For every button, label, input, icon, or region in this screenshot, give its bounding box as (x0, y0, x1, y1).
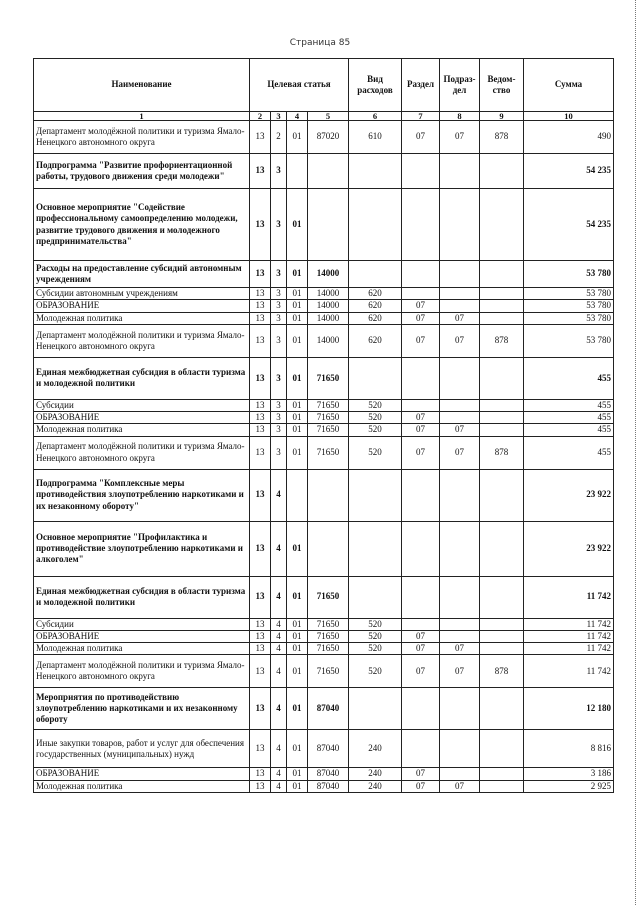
target-event-cell: 01 (287, 424, 308, 436)
subsection-cell (440, 399, 480, 411)
amount-cell: 455 (524, 399, 614, 411)
target-subprogram-cell: 4 (271, 630, 287, 642)
table-row (34, 730, 614, 768)
ministry-cell (480, 730, 524, 768)
target-subprogram-cell: 3 (271, 261, 287, 288)
row-name-cell: ОБРАЗОВАНИЕ (34, 300, 250, 312)
header-ministry: Ведом- ство (480, 59, 524, 112)
expense-type-cell: 620 (349, 312, 402, 324)
expense-type-cell (349, 576, 402, 618)
ministry-cell (480, 469, 524, 521)
target-direction-cell: 87020 (308, 121, 349, 154)
row-name-cell: Субсидии автономным учреждениям (34, 288, 250, 300)
table-row (34, 324, 614, 357)
target-direction-cell (308, 521, 349, 576)
subsection-cell (440, 412, 480, 424)
amount-cell: 455 (524, 424, 614, 436)
section-cell (402, 399, 440, 411)
target-subprogram-cell: 4 (271, 643, 287, 655)
target-direction-cell: 71650 (308, 643, 349, 655)
target-direction-cell: 71650 (308, 399, 349, 411)
expense-type-cell: 620 (349, 288, 402, 300)
section-cell (402, 154, 440, 189)
target-program-cell: 13 (250, 655, 271, 688)
row-name-cell: Департамент молодёжной политики и туризма Ямало-Ненецкого автономного округа (34, 121, 250, 154)
target-direction-cell: 14000 (308, 324, 349, 357)
table-row (34, 412, 614, 424)
subsection-cell (440, 261, 480, 288)
target-program-cell: 13 (250, 189, 271, 261)
ministry-cell: 878 (480, 121, 524, 154)
column-number: 9 (480, 112, 524, 121)
target-direction-cell: 71650 (308, 424, 349, 436)
table-row (34, 261, 614, 288)
amount-cell: 53 780 (524, 312, 614, 324)
target-program-cell: 13 (250, 300, 271, 312)
header-amount: Сумма (524, 59, 614, 112)
row-name-cell: Молодежная политика (34, 424, 250, 436)
target-direction-cell: 71650 (308, 618, 349, 630)
target-event-cell (287, 469, 308, 521)
amount-cell: 455 (524, 357, 614, 399)
subsection-cell (440, 768, 480, 780)
target-event-cell: 01 (287, 688, 308, 730)
target-event-cell: 01 (287, 312, 308, 324)
subsection-cell (440, 630, 480, 642)
target-direction-cell: 71650 (308, 576, 349, 618)
row-name-cell: Подпрограмма "Комплексные меры противодействия злоупотреблению наркотиками и их незаконному обороту" (34, 469, 250, 521)
subsection-cell (440, 469, 480, 521)
ministry-cell (480, 312, 524, 324)
target-subprogram-cell: 3 (271, 424, 287, 436)
column-number-row (34, 112, 614, 121)
target-direction-cell: 87040 (308, 688, 349, 730)
amount-cell: 53 780 (524, 261, 614, 288)
table-row (34, 288, 614, 300)
target-subprogram-cell: 3 (271, 399, 287, 411)
subsection-cell (440, 521, 480, 576)
expense-type-cell: 520 (349, 630, 402, 642)
target-program-cell: 13 (250, 324, 271, 357)
target-direction-cell: 14000 (308, 261, 349, 288)
target-subprogram-cell: 3 (271, 300, 287, 312)
amount-cell: 11 742 (524, 576, 614, 618)
target-subprogram-cell: 4 (271, 576, 287, 618)
target-event-cell: 01 (287, 618, 308, 630)
section-cell (402, 688, 440, 730)
target-event-cell: 01 (287, 436, 308, 469)
header-expense-type: Вид расходов (349, 59, 402, 112)
subsection-cell: 07 (440, 324, 480, 357)
target-direction-cell: 14000 (308, 312, 349, 324)
table-row (34, 300, 614, 312)
row-name-cell: Департамент молодёжной политики и туризма Ямало-Ненецкого автономного округа (34, 655, 250, 688)
subsection-cell (440, 288, 480, 300)
target-program-cell: 13 (250, 576, 271, 618)
expense-type-cell (349, 688, 402, 730)
ministry-cell (480, 424, 524, 436)
column-number: 8 (440, 112, 480, 121)
target-program-cell: 13 (250, 288, 271, 300)
subsection-cell: 07 (440, 424, 480, 436)
target-direction-cell: 87040 (308, 780, 349, 792)
target-subprogram-cell: 4 (271, 768, 287, 780)
amount-cell: 11 742 (524, 618, 614, 630)
section-cell: 07 (402, 643, 440, 655)
table-row (34, 399, 614, 411)
header-name: Наименование (34, 59, 250, 112)
target-direction-cell: 71650 (308, 630, 349, 642)
target-event-cell: 01 (287, 399, 308, 411)
table-body (34, 121, 614, 793)
amount-cell: 23 922 (524, 469, 614, 521)
section-cell: 07 (402, 312, 440, 324)
section-cell: 07 (402, 424, 440, 436)
row-name-cell: Основное мероприятие "Профилактика и противодействие злоупотреблению наркотиками и алкоголем" (34, 521, 250, 576)
section-cell (402, 521, 440, 576)
section-cell: 07 (402, 324, 440, 357)
ministry-cell (480, 768, 524, 780)
subsection-cell (440, 618, 480, 630)
table-row (34, 154, 614, 189)
target-direction-cell: 71650 (308, 412, 349, 424)
expense-type-cell (349, 189, 402, 261)
ministry-cell (480, 357, 524, 399)
column-number: 10 (524, 112, 614, 121)
target-subprogram-cell: 3 (271, 324, 287, 357)
target-program-cell: 13 (250, 357, 271, 399)
table-row (34, 643, 614, 655)
section-cell: 07 (402, 121, 440, 154)
ministry-cell (480, 300, 524, 312)
target-event-cell: 01 (287, 261, 308, 288)
target-event-cell: 01 (287, 324, 308, 357)
header-subsection: Подраз- дел (440, 59, 480, 112)
row-name-cell: ОБРАЗОВАНИЕ (34, 768, 250, 780)
target-event-cell: 01 (287, 780, 308, 792)
target-subprogram-cell: 4 (271, 618, 287, 630)
target-direction-cell (308, 189, 349, 261)
column-number: 7 (402, 112, 440, 121)
expense-type-cell: 520 (349, 399, 402, 411)
target-event-cell: 01 (287, 521, 308, 576)
target-event-cell: 01 (287, 576, 308, 618)
target-program-cell: 13 (250, 436, 271, 469)
target-subprogram-cell: 3 (271, 154, 287, 189)
target-program-cell: 13 (250, 780, 271, 792)
expense-type-cell: 520 (349, 618, 402, 630)
section-cell: 07 (402, 412, 440, 424)
ministry-cell (480, 412, 524, 424)
page-number: Страница 85 (289, 38, 351, 48)
header-target-article: Целевая статья (250, 59, 349, 112)
target-subprogram-cell: 4 (271, 469, 287, 521)
target-program-cell: 13 (250, 630, 271, 642)
target-program-cell: 13 (250, 521, 271, 576)
target-direction-cell: 71650 (308, 357, 349, 399)
target-direction-cell (308, 154, 349, 189)
header-section: Раздел (402, 59, 440, 112)
target-program-cell: 13 (250, 643, 271, 655)
section-cell (402, 357, 440, 399)
expense-type-cell (349, 521, 402, 576)
subsection-cell (440, 154, 480, 189)
target-program-cell: 13 (250, 312, 271, 324)
subsection-cell (440, 730, 480, 768)
subsection-cell (440, 576, 480, 618)
target-program-cell: 13 (250, 121, 271, 154)
amount-cell: 2 925 (524, 780, 614, 792)
section-cell: 07 (402, 655, 440, 688)
table-row (34, 576, 614, 618)
row-name-cell: Молодежная политика (34, 643, 250, 655)
target-program-cell: 13 (250, 469, 271, 521)
amount-cell: 11 742 (524, 655, 614, 688)
section-cell: 07 (402, 300, 440, 312)
ministry-cell (480, 521, 524, 576)
expense-type-cell (349, 357, 402, 399)
target-direction-cell: 71650 (308, 655, 349, 688)
target-subprogram-cell: 4 (271, 730, 287, 768)
section-cell (402, 730, 440, 768)
expense-type-cell: 240 (349, 768, 402, 780)
table-row (34, 521, 614, 576)
target-subprogram-cell: 4 (271, 655, 287, 688)
expense-type-cell (349, 154, 402, 189)
table-row (34, 768, 614, 780)
target-direction-cell (308, 469, 349, 521)
table-row (34, 436, 614, 469)
section-cell (402, 618, 440, 630)
table-row (34, 424, 614, 436)
target-event-cell: 01 (287, 630, 308, 642)
table-row (34, 618, 614, 630)
amount-cell: 54 235 (524, 154, 614, 189)
target-direction-cell: 14000 (308, 288, 349, 300)
section-cell: 07 (402, 436, 440, 469)
target-subprogram-cell: 3 (271, 357, 287, 399)
target-program-cell: 13 (250, 399, 271, 411)
table-row (34, 780, 614, 792)
ministry-cell (480, 261, 524, 288)
section-cell: 07 (402, 768, 440, 780)
target-event-cell: 01 (287, 655, 308, 688)
target-event-cell: 01 (287, 288, 308, 300)
ministry-cell (480, 576, 524, 618)
target-program-cell: 13 (250, 618, 271, 630)
section-cell: 07 (402, 780, 440, 792)
column-number: 6 (349, 112, 402, 121)
target-event-cell: 01 (287, 121, 308, 154)
row-name-cell: ОБРАЗОВАНИЕ (34, 630, 250, 642)
header-row (34, 59, 614, 112)
ministry-cell: 878 (480, 655, 524, 688)
expense-type-cell: 520 (349, 424, 402, 436)
section-cell (402, 261, 440, 288)
section-cell (402, 189, 440, 261)
target-event-cell: 01 (287, 189, 308, 261)
subsection-cell: 07 (440, 436, 480, 469)
section-cell: 07 (402, 630, 440, 642)
row-name-cell: Молодежная политика (34, 312, 250, 324)
target-program-cell: 13 (250, 424, 271, 436)
subsection-cell (440, 357, 480, 399)
row-name-cell: Департамент молодёжной политики и туризма Ямало-Ненецкого автономного округа (34, 324, 250, 357)
target-subprogram-cell: 3 (271, 312, 287, 324)
expense-type-cell: 520 (349, 412, 402, 424)
subsection-cell (440, 189, 480, 261)
target-subprogram-cell: 3 (271, 412, 287, 424)
amount-cell: 53 780 (524, 288, 614, 300)
row-name-cell: Основное мероприятие "Содействие профессиональному самоопределению молодежи, развитие трудового движения и молодежного предпринимательства" (34, 189, 250, 261)
expense-type-cell: 240 (349, 730, 402, 768)
target-event-cell: 01 (287, 768, 308, 780)
row-name-cell: Молодежная политика (34, 780, 250, 792)
ministry-cell (480, 643, 524, 655)
amount-cell: 8 816 (524, 730, 614, 768)
expense-type-cell: 520 (349, 643, 402, 655)
amount-cell: 23 922 (524, 521, 614, 576)
section-cell (402, 469, 440, 521)
target-program-cell: 13 (250, 261, 271, 288)
target-subprogram-cell: 3 (271, 189, 287, 261)
row-name-cell: Расходы на предоставление субсидий автономным учреждениям (34, 261, 250, 288)
target-direction-cell: 87040 (308, 768, 349, 780)
row-name-cell: Единая межбюджетная субсидия в области туризма и молодежной политики (34, 576, 250, 618)
subsection-cell: 07 (440, 780, 480, 792)
amount-cell: 11 742 (524, 643, 614, 655)
expense-type-cell: 610 (349, 121, 402, 154)
ministry-cell: 878 (480, 436, 524, 469)
amount-cell: 54 235 (524, 189, 614, 261)
amount-cell: 490 (524, 121, 614, 154)
subsection-cell: 07 (440, 121, 480, 154)
row-name-cell: Мероприятия по противодействию злоупотреблению наркотиками и их незаконному обороту (34, 688, 250, 730)
subsection-cell: 07 (440, 312, 480, 324)
row-name-cell: Подпрограмма "Развитие профориентационной работы, трудового движения среди молодежи" (34, 154, 250, 189)
row-name-cell: Субсидии (34, 399, 250, 411)
section-cell (402, 288, 440, 300)
amount-cell: 53 780 (524, 300, 614, 312)
ministry-cell (480, 618, 524, 630)
target-event-cell: 01 (287, 300, 308, 312)
subsection-cell (440, 300, 480, 312)
expense-type-cell (349, 469, 402, 521)
table-row (34, 688, 614, 730)
target-direction-cell: 87040 (308, 730, 349, 768)
table-row (34, 469, 614, 521)
target-event-cell: 01 (287, 730, 308, 768)
table-row (34, 630, 614, 642)
row-name-cell: Субсидии (34, 618, 250, 630)
target-subprogram-cell: 3 (271, 436, 287, 469)
amount-cell: 12 180 (524, 688, 614, 730)
row-name-cell: Департамент молодёжной политики и туризма Ямало-Ненецкого автономного округа (34, 436, 250, 469)
target-program-cell: 13 (250, 688, 271, 730)
table-row (34, 357, 614, 399)
ministry-cell: 878 (480, 324, 524, 357)
ministry-cell (480, 780, 524, 792)
table-row (34, 655, 614, 688)
target-direction-cell: 71650 (308, 436, 349, 469)
target-event-cell: 01 (287, 643, 308, 655)
target-event-cell: 01 (287, 412, 308, 424)
subsection-cell: 07 (440, 655, 480, 688)
expense-type-cell: 520 (349, 436, 402, 469)
ministry-cell (480, 399, 524, 411)
table-row (34, 312, 614, 324)
target-program-cell: 13 (250, 730, 271, 768)
ministry-cell (480, 189, 524, 261)
row-name-cell: Иные закупки товаров, работ и услуг для обеспечения государственных (муниципальных) нужд (34, 730, 250, 768)
target-program-cell: 13 (250, 412, 271, 424)
section-cell (402, 576, 440, 618)
target-subprogram-cell: 3 (271, 288, 287, 300)
amount-cell: 11 742 (524, 630, 614, 642)
target-subprogram-cell: 4 (271, 780, 287, 792)
target-event-cell: 01 (287, 357, 308, 399)
column-number: 1 (34, 112, 250, 121)
amount-cell: 455 (524, 436, 614, 469)
expense-type-cell: 520 (349, 655, 402, 688)
target-event-cell (287, 154, 308, 189)
ministry-cell (480, 154, 524, 189)
expense-type-cell: 240 (349, 780, 402, 792)
expense-type-cell: 620 (349, 300, 402, 312)
target-program-cell: 13 (250, 154, 271, 189)
scan-edge (634, 0, 636, 905)
target-direction-cell: 14000 (308, 300, 349, 312)
amount-cell: 455 (524, 412, 614, 424)
target-subprogram-cell: 2 (271, 121, 287, 154)
budget-table (33, 58, 614, 793)
column-number: 3 (271, 112, 287, 121)
target-subprogram-cell: 4 (271, 688, 287, 730)
amount-cell: 3 186 (524, 768, 614, 780)
ministry-cell (480, 630, 524, 642)
ministry-cell (480, 688, 524, 730)
ministry-cell (480, 288, 524, 300)
amount-cell: 53 780 (524, 324, 614, 357)
column-number: 5 (308, 112, 349, 121)
expense-type-cell: 620 (349, 324, 402, 357)
row-name-cell: Единая межбюджетная субсидия в области туризма и молодежной политики (34, 357, 250, 399)
row-name-cell: ОБРАЗОВАНИЕ (34, 412, 250, 424)
subsection-cell (440, 688, 480, 730)
expense-type-cell (349, 261, 402, 288)
table-row (34, 121, 614, 154)
table-row (34, 189, 614, 261)
target-subprogram-cell: 4 (271, 521, 287, 576)
subsection-cell: 07 (440, 643, 480, 655)
column-number: 2 (250, 112, 271, 121)
target-program-cell: 13 (250, 768, 271, 780)
column-number: 4 (287, 112, 308, 121)
